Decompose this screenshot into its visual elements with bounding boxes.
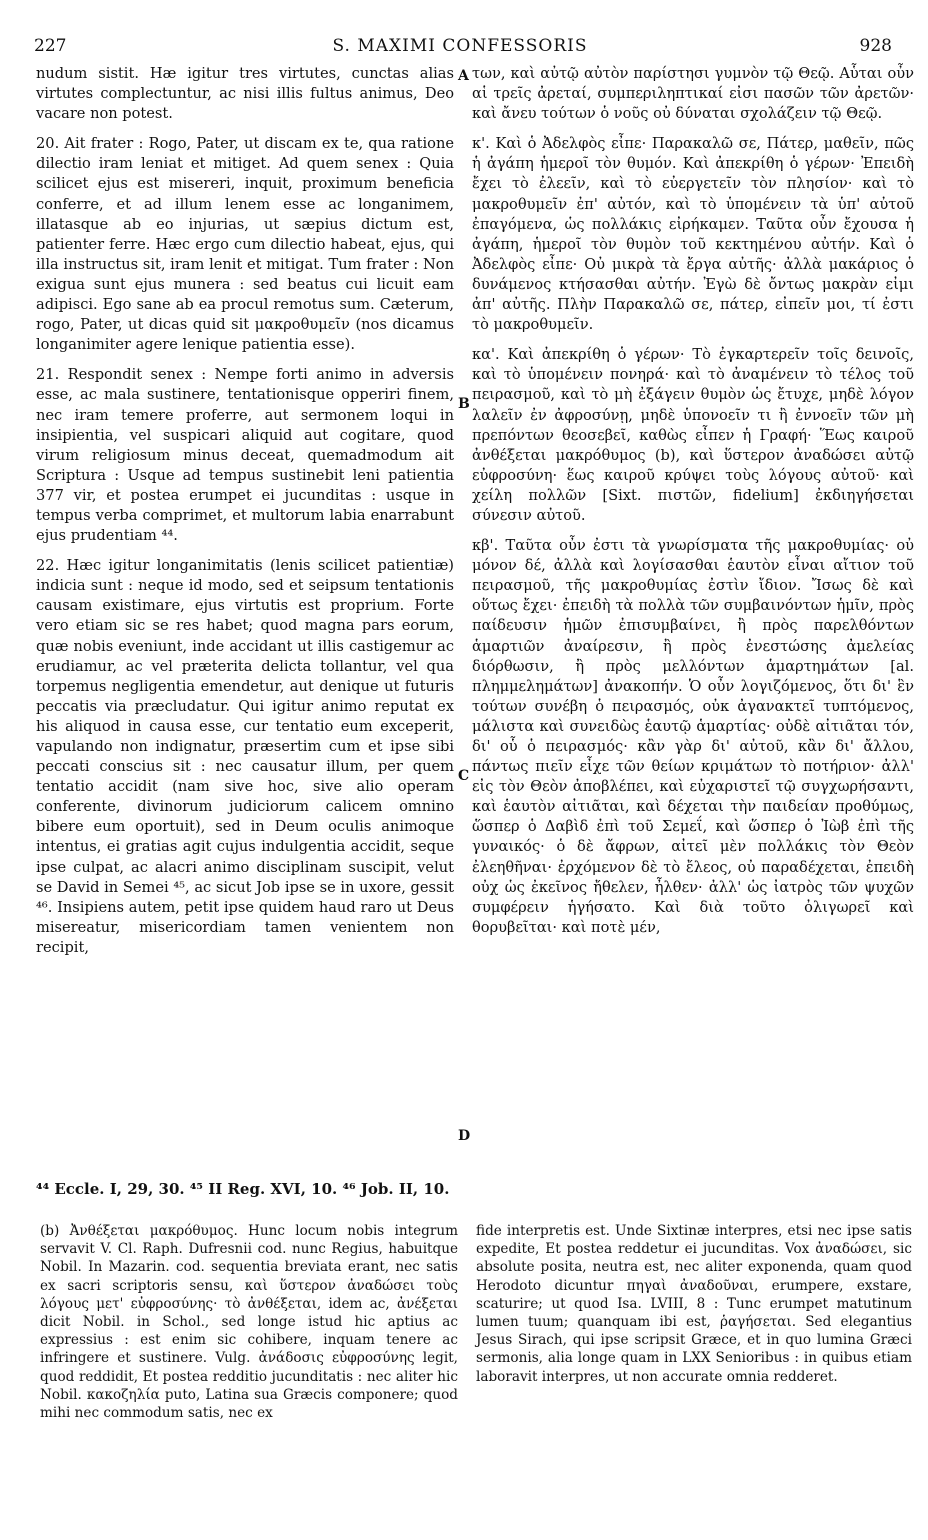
note-right-column bbox=[476, 1222, 912, 1386]
left-page-number: 227 bbox=[34, 36, 67, 56]
running-title: S. MAXIMI CONFESSORIS bbox=[332, 36, 588, 56]
note-text: (b) Ἀνθέξεται μακρόθυμος. Hunc locum nobis integrum servavit V. Cl. Raph. Dufresnii cod. nunc Regius, habuitque Nobil. In Mazarin. cod. sequentia breviata erant, nec satis ex sacri scriptoris sensu, καὶ ὕστερον ἀναδώσει τοὺς λόγους μετ' εὐφροσύνης· τὸ ἀνθέξεται, idem ac, ἀνέξεται dicit Nobil. in Schol., sed longe istud hic aptius ac expressius : est enim sic cohibere, inquam tenere ac infringere et sustinere. Vulg. ἀνάδοσις εὐφροσύνης legit, quod reddidit, Et postea redditio jucunditatis : nec aliter hic Nobil. κακοζηλία puto, Latina sua Græcis componere; quod mihi nec commodum satis, nec ex bbox=[40, 1223, 458, 1422]
latin-paragraph: 22. Hæc igitur longanimitatis (lenis scilicet patientiæ) indicia sunt : neque id modo, sed et seipsum tentationis causam existimare, ejus virtutis est proprium. Forte vero etiam sic se res habet; quod magna pars eorum, quæ nobis eveniunt, inde accidant ut illis castigemur ac erudiamur, ac vel præterita delicta tollantur, vel qua torpemus negligentia emendetur, aut denique ut futuris peccatis via præcludatur. Qui igitur animo reputat ex his aliquod in causa esse, cur tentatio eum exceperit, vapulando non indignatur, præsertim cum et ipse sibi peccati conscius sit : nec causatur illum, per quem tentatio accidit (nam sive hoc, sive alio operam conferente, divinorum judiciorum calicem omnino bibere eum oportuit), sed in Deum oculis animoque intentus, ei gratias agit cujus indulgentia accidit, seque ipse culpat, ac alacri animo disciplinam suscipit, velut se David in Semei ⁴⁵, ac sicut Job ipse se in uxore, gessit ⁴⁶. Insipiens autem, petit ipse quidem haud raro ut Deus misereatur, misericordiam tamen venientem non recipit, bbox=[36, 557, 454, 956]
margin-marker-c: C bbox=[458, 768, 470, 784]
right-page-number: 928 bbox=[859, 36, 892, 56]
margin-marker-a: A bbox=[458, 68, 469, 84]
footnote-references: ⁴⁴ Eccle. I, 29, 30. ⁴⁵ II Reg. XVI, 10. ⁴⁶ Job. II, 10. bbox=[36, 1180, 450, 1198]
running-header bbox=[28, 36, 892, 60]
note-left-column bbox=[40, 1222, 458, 1422]
greek-paragraph: κα'. Καὶ ἀπεκρίθη ὁ γέρων· Τὸ ἐγκαρτερεῖν τοῖς δεινοῖς, καὶ τὸ ὑπομένειν πονηρά· καὶ τὸ ἀναμένειν τὸ τέλος τοῦ πειρασμοῦ, καὶ τὸ μὴ ἐξάγειν θυμὸν ὡς ἔτυχε, μηδὲ λόγον λαλεῖν ἐν ἀφροσύνῃ, μηδὲ ὑπονοεῖν τι ἢ ἐννοεῖν τῶν μὴ πρεπόντων θεοσεβεῖ, καθὼς εἶπεν ἡ Γραφή· Ἕως καιροῦ ἀνθέξεται μακρόθυμος (b), καὶ ὕστερον ἀναδώσει αὐτῷ εὐφροσύνη· ἕως καιροῦ κρύψει τοὺς λόγους αὐτοῦ· καὶ χείλη πολλῶν [Sixt. πιστῶν, fidelium] ἐκδιηγήσεται σύνεσιν αὐτοῦ. bbox=[472, 346, 914, 524]
greek-paragraph: των, καὶ αὐτῷ αὐτὸν παρίστησι γυμνὸν τῷ Θεῷ. Αὗται οὖν αἱ τρεῖς ἀρεταί, συμπεριληπτικαί εἰσι πασῶν τῶν ἀρετῶν· καὶ ἄνευ τούτων ὁ νοῦς οὐ δύναται σχολάζειν τῷ Θεῷ. bbox=[472, 65, 914, 123]
latin-paragraph: 21. Respondit senex : Nempe forti animo in adversis esse, ac mala sustinere, tentationisque opperiri finem, nec iram temere proferre, aut sermonem loqui in insipientia, vel suspicari aliquid aut cogitare, quod virum religiosum minus deceat, quemadmodum ait Scriptura : Usque ad tempus sustinebit leni patientia 377 vir, et postea erumpet ei jucunditas : usque in tempus verba comprimet, et multorum labia enarrabunt ejus prudentiam ⁴⁴. bbox=[36, 366, 454, 545]
latin-paragraph: 20. Ait frater : Rogo, Pater, ut discam ex te, qua ratione dilectio iram leniat et mitiget. Ad quem senex : Quia scilicet ejus est misereri, inquit, proximum beneficia conferre, et ad illum lenem esse ac longanimem, illatasque ab eo injurias, ut sæpius dictum est, patienter ferre. Hæc ergo cum dilectio habeat, ejus, qui illa instructus sit, iram lenit et mitigat. Tum frater : Non exigua sunt ejus munera : sed beatus cui licuit eam adipisci. Ego sane ab ea procul remotus sum. Cæterum, rogo, Pater, ut dicas quid sit μακροθυμεῖν (nos dicamus longanimiter agere lenique patientia esse). bbox=[36, 135, 454, 354]
latin-paragraph: nudum sistit. Hæ igitur tres virtutes, cunctas alias virtutes complectuntur, ac nisi illis fultus animus, Deo vacare non potest. bbox=[36, 65, 454, 123]
greek-paragraph: κ'. Καὶ ὁ Ἀδελφὸς εἶπε· Παρακαλῶ σε, Πάτερ, μαθεῖν, πῶς ἡ ἀγάπη ἡμεροῖ τὸν θυμόν. Καὶ ἀπεκρίθη ὁ γέρων· Ἐπειδὴ ἔχει τὸ ἐλεεῖν, καὶ τὸ εὐεργετεῖν τὸν πλησίον· καὶ τὸ μακροθυμεῖν ἐπ' αὐτόν, καὶ τὸ ὑπομένειν τὰ ὑπ' αὐτοῦ ἐπαγόμενα, ὡς πολλάκις εἰρήκαμεν. Ταῦτα οὖν ἔχουσα ἡ ἀγάπη, ἡμεροῖ τὸν θυμὸν τοῦ κεκτημένου αὐτήν. Καὶ ὁ Ἀδελφὸς εἶπε· Οὐ μικρὰ τὰ ἔργα αὐτῆς· ἀλλὰ μακάριος ὁ δυνάμενος κτήσασθαι αὐτήν. Ἐγὼ δὲ ὄντως μακρὰν εἰμι ἀπ' αὐτῆς. Πλὴν Παρακαλῶ σε, πάτερ, εἰπεῖν μοι, τί ἐστι τὸ μακροθυμεῖν. bbox=[472, 135, 914, 334]
margin-marker-b: B bbox=[458, 396, 470, 412]
note-text: fide interpretis est. Unde Sixtinæ interpres, etsi nec ipse satis expedite, Et postea reddetur ei jucunditas. Vox ἀναδώσει, sic absolute posita, neutra est, nec aliter exponenda, quam quod Herodoto dicuntur πηγαὶ ἀναδοῦναι, erumpere, exstare, scaturire; ut quod Isa. LVIII, 8 : Tunc erumpet matutinum lumen tuum; quanquam ibi est, ῥαγήσεται. Sed elegantius Jesus Sirach, qui ipse scripsit Græce, et in quo lumina Græci sermonis, alia longe quam in LXX Senioribus : in quibus etiam laboravit interpres, ut non accurate omnia redderet. bbox=[476, 1223, 912, 1385]
greek-paragraph: κβ'. Ταῦτα οὖν ἐστι τὰ γνωρίσματα τῆς μακροθυμίας· οὐ μόνον δέ, ἀλλὰ καὶ λογίσασθαι ἑαυτὸν εἶναι αἴτιον τοῦ πειρασμοῦ, τῆς μακροθυμίας ἐστὶν ἴδιον. Ἴσως δὲ καὶ οὕτως ἔχει· ἐπειδὴ τὰ πολλὰ τῶν συμβαινόντων ἡμῖν, πρὸς παίδευσιν ἡμῶν ἐπισυμβαίνει, ἢ πρὸς παρελθόντων ἁμαρτιῶν ἀναίρεσιν, ἢ πρὸς ἐνεστώσης ἀμελείας διόρθωσιν, ἢ πρὸς μελλόντων ἁμαρτημάτων [al. πλημμελημάτων] ἀνακοπήν. Ὁ οὖν λογιζόμενος, ὅτι δι' ἓν τούτων συνέβη ὁ πειρασμός, οὐκ ἀγανακτεῖ τυπτόμενος, μάλιστα καὶ συνειδὼς ἑαυτῷ ἁμαρτίας· οὐδὲ αἰτιᾶται τόν, δι' οὗ ὁ πειρασμός· κἂν γὰρ δι' αὐτοῦ, κἂν δι' ἄλλου, πάντως πιεῖν εἶχε τῶν θείων κριμάτων τὸ ποτήριον· ἀλλ' εἰς τὸν Θεὸν ἀποβλέπει, καὶ εὐχαριστεῖ τῷ συγχωρήσαντι, καὶ ἑαυτὸν αἰτιᾶται, καὶ δέχεται τὴν παιδείαν προθύμως, ὥσπερ ὁ Δαβὶδ ἐπὶ τοῦ Σεμεΐ, καὶ ὥσπερ ὁ Ἰὼβ ἐπὶ τῆς γυναικός· ὁ δὲ ἄφρων, αἰτεῖ μὲν πολλάκις τὸν Θεὸν ἐλεηθῆναι· ἐρχόμενον δὲ τὸ ἔλεος, οὐ παραδέχεται, ἐπειδὴ οὐχ ὡς ἐκεῖνος ἤθελεν, ἦλθεν· ἀλλ' ὡς ἰατρὸς τῶν ψυχῶν συμφέρειν ἡγήσατο. Καὶ διὰ τοῦτο ὀλιγωρεῖ καὶ θορυβεῖται· καὶ ποτὲ μέν, bbox=[472, 537, 914, 936]
margin-marker-d: D bbox=[458, 1128, 471, 1144]
latin-column bbox=[36, 64, 454, 968]
greek-column bbox=[472, 64, 914, 948]
